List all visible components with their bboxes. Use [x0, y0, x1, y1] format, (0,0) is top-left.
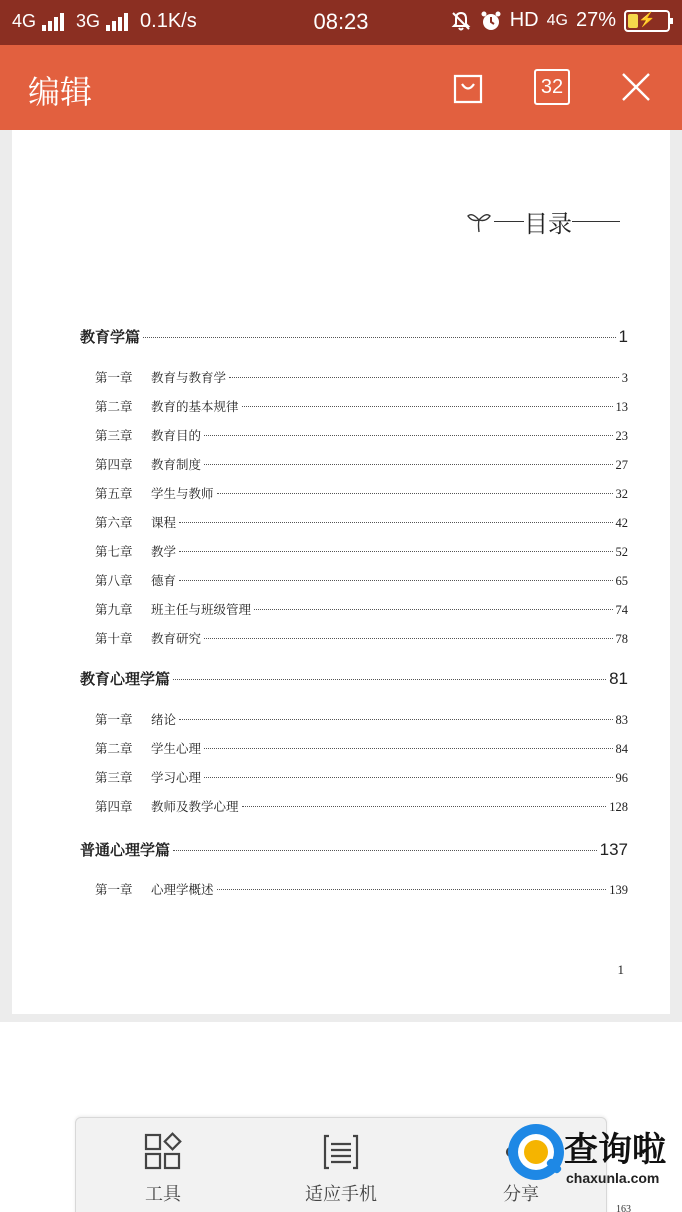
bag-icon[interactable]	[450, 69, 486, 105]
watermark-logo-icon	[508, 1124, 564, 1180]
toc-chapter-title: 绪论	[151, 712, 177, 727]
app-bar	[0, 45, 682, 130]
dot-leader	[242, 406, 613, 407]
mute-bell-icon	[450, 10, 472, 32]
toc-chapter-title: 心理学概述	[151, 882, 214, 897]
watermark	[500, 1118, 682, 1198]
toc-chapter-title: 教师及教学心理	[151, 799, 239, 814]
toc-chapter-number: 第九章	[95, 602, 133, 617]
toc-chapter-number: 第五章	[95, 486, 133, 501]
battery-percent: 27%	[575, 9, 616, 31]
document-page[interactable]	[12, 130, 670, 1014]
toc-chapter-page: 84	[615, 742, 628, 756]
toc-chapter-number: 第四章	[95, 799, 133, 814]
toc-chapter-row[interactable]	[95, 739, 628, 757]
toc-part-page: 1	[618, 327, 628, 346]
toc-part-page: 81	[609, 669, 628, 688]
dot-leader	[204, 748, 612, 749]
toc-chapter-number: 第四章	[95, 457, 133, 472]
toc-chapter-page: 32	[615, 487, 628, 501]
toc-chapter-page: 96	[615, 771, 628, 785]
toc-chapter-page: 23	[615, 429, 628, 443]
dot-leader	[242, 806, 607, 807]
toc-chapter-title: 班主任与班级管理	[151, 602, 252, 617]
toc-chapter-title: 教育研究	[151, 631, 202, 646]
fit-text-icon	[321, 1132, 361, 1172]
toc-chapter-number: 第三章	[95, 428, 133, 443]
network-label-4g-right: 4G	[546, 11, 568, 29]
toc-part-page: 137	[599, 840, 628, 859]
sprout-icon	[466, 210, 492, 234]
dot-leader	[254, 609, 612, 610]
toc-chapter-title: 德育	[151, 573, 177, 588]
toc-part-title: 普通心理学篇	[80, 841, 171, 859]
watermark-text: 查询啦	[564, 1130, 666, 1170]
toc-chapter-row[interactable]	[95, 571, 628, 589]
dot-leader	[173, 679, 606, 680]
toc-chapter-number: 第三章	[95, 770, 133, 785]
network-speed: 0.1K/s	[140, 10, 197, 32]
toc-chapter-number: 第一章	[95, 712, 133, 727]
toc-chapter-title: 学习心理	[151, 770, 202, 785]
next-page-peek: 163	[616, 1204, 631, 1212]
toc-chapter-number: 第一章	[95, 370, 133, 385]
toc-chapter-row[interactable]	[95, 368, 628, 386]
toc-chapter-title: 教育的基本规律	[151, 399, 239, 414]
toc-chapter-row[interactable]	[95, 426, 628, 444]
toc-chapter-title: 学生心理	[151, 741, 202, 756]
toc-chapter-number: 第二章	[95, 741, 133, 756]
dot-leader	[229, 377, 619, 378]
toc-chapter-title: 教育目的	[151, 428, 202, 443]
network-label-4g: 4G	[12, 11, 37, 31]
toc-heading	[466, 204, 620, 239]
toc-chapter-number: 第十章	[95, 631, 133, 646]
toc-chapter-page: 83	[615, 713, 628, 727]
clock: 08:23	[313, 9, 369, 34]
toc-chapter-number: 第一章	[95, 882, 133, 897]
toc-chapter-title: 教育制度	[151, 457, 202, 472]
toc-chapter-page: 65	[615, 574, 628, 588]
toc-chapter-number: 第六章	[95, 515, 133, 530]
dot-leader	[204, 638, 612, 639]
toc-chapter-page: 139	[609, 883, 628, 897]
battery-icon: ⚡	[624, 10, 670, 32]
toc-part-title: 教育心理学篇	[80, 670, 171, 688]
dot-leader	[143, 337, 616, 338]
dot-leader	[179, 551, 612, 552]
toc-chapter-row[interactable]	[95, 513, 628, 531]
toc-chapter-page: 74	[615, 603, 628, 617]
toc-chapter-row[interactable]	[95, 455, 628, 473]
toc-chapter-row[interactable]	[95, 710, 628, 728]
toc-chapter-title: 学生与教师	[151, 486, 214, 501]
toc-part-title: 教育学篇	[80, 328, 141, 346]
dot-leader	[217, 493, 613, 494]
dot-leader	[204, 464, 612, 465]
toc-chapter-title: 教育与教育学	[151, 370, 227, 385]
dot-leader	[179, 719, 612, 720]
toc-chapter-page: 13	[615, 400, 628, 414]
status-bar	[0, 0, 682, 45]
toc-part-row[interactable]	[80, 839, 628, 860]
dot-leader	[217, 889, 607, 890]
fit-phone-button[interactable]	[266, 1132, 416, 1206]
grid-tools-icon	[143, 1132, 183, 1172]
dot-leader	[179, 522, 612, 523]
toc-chapter-row[interactable]	[95, 629, 628, 647]
toc-chapter-row[interactable]	[95, 880, 628, 898]
hd-label: HD	[509, 9, 539, 31]
tools-button[interactable]	[88, 1132, 238, 1206]
page-number: 1	[617, 962, 624, 977]
toc-chapter-page: 27	[615, 458, 628, 472]
network-label-3g: 3G	[76, 11, 101, 31]
dot-leader	[173, 850, 597, 851]
tools-label: 工具	[145, 1184, 181, 1205]
toc-title: 目录	[524, 210, 572, 238]
toc-chapter-page: 128	[609, 800, 628, 814]
dot-leader	[179, 580, 612, 581]
toc-chapter-number: 第八章	[95, 573, 133, 588]
close-icon[interactable]	[618, 69, 654, 105]
status-right	[450, 9, 670, 32]
toc-part-row[interactable]	[80, 326, 628, 347]
toc-chapter-page: 52	[615, 545, 628, 559]
toc-chapter-page: 3	[621, 371, 628, 385]
toc-chapter-number: 第二章	[95, 399, 133, 414]
toc-chapter-page: 78	[615, 632, 628, 646]
toc-part-row[interactable]	[80, 668, 628, 689]
toc-chapter-row[interactable]	[95, 397, 628, 415]
toc-chapter-row[interactable]	[95, 768, 628, 786]
share-label: 分享	[503, 1184, 539, 1205]
dot-leader	[204, 777, 612, 778]
watermark-url: chaxunla.com	[566, 1170, 660, 1186]
toc-chapter-row[interactable]	[95, 542, 628, 560]
toc-chapter-row[interactable]	[95, 484, 628, 502]
toc-chapter-number: 第七章	[95, 544, 133, 559]
toc-chapter-row[interactable]	[95, 600, 628, 618]
toc-chapter-page: 42	[615, 516, 628, 530]
page-count-icon[interactable]: 32	[534, 69, 570, 105]
dot-leader	[204, 435, 612, 436]
page-title: 编辑	[28, 73, 93, 111]
fit-phone-label: 适应手机	[305, 1184, 377, 1205]
toc-chapter-row[interactable]	[95, 797, 628, 815]
alarm-icon	[480, 10, 502, 32]
toc-chapter-title: 课程	[151, 515, 177, 530]
toc-chapter-title: 教学	[151, 544, 177, 559]
